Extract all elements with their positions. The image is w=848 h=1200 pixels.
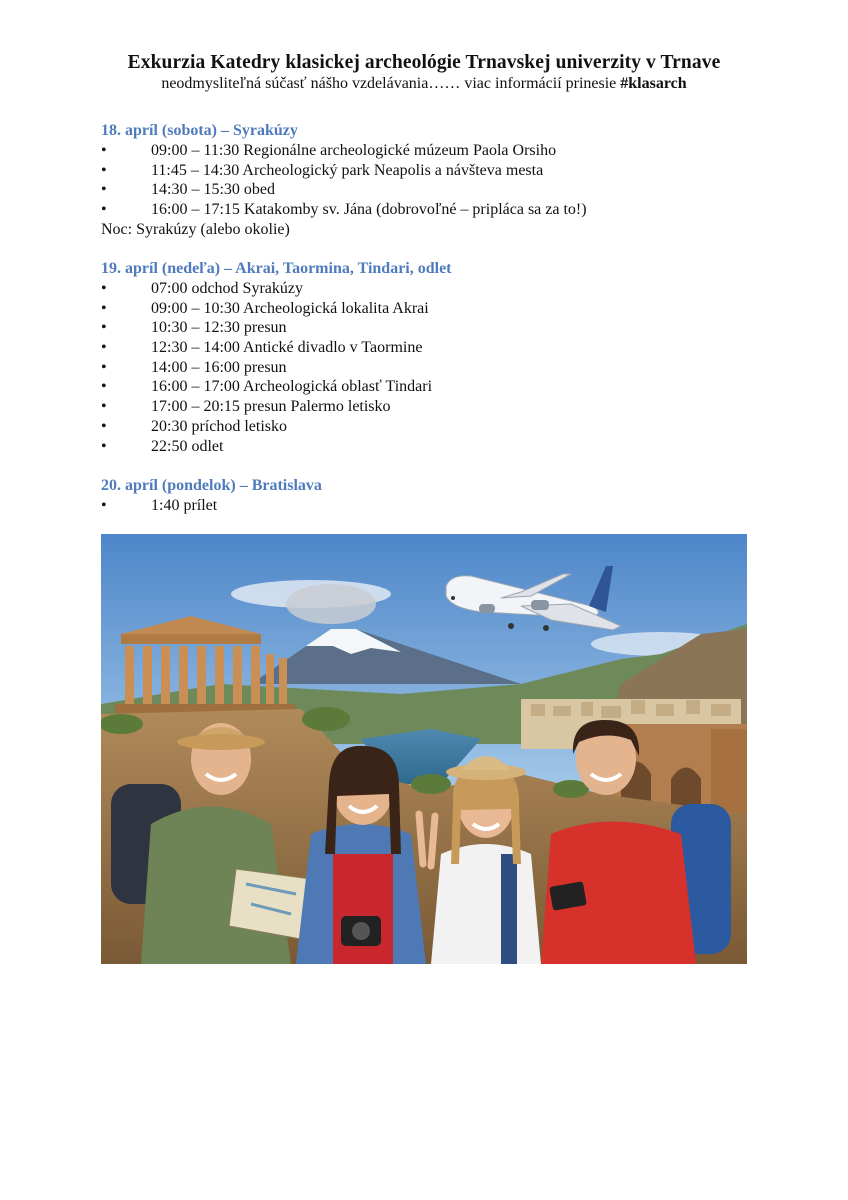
item-text: 11:45 – 14:30 Archeologický park Neapolis a návšteva mesta [151, 161, 544, 179]
list-item [101, 161, 761, 181]
bullet: • [101, 142, 107, 159]
list-item [101, 437, 761, 457]
item-text: 09:00 – 11:30 Regionálne archeologické múzeum Paola Orsiho [151, 142, 557, 159]
bullet: • [101, 319, 107, 337]
night-note: Noc: Syrakúzy (alebo okolie) [101, 220, 290, 238]
list-item [101, 377, 761, 397]
item-text: 14:00 – 16:00 presun [151, 358, 287, 376]
document-header [0, 52, 848, 94]
list-item [101, 318, 761, 338]
bullet: • [101, 398, 107, 416]
item-text: 17:00 – 20:15 presun Palermo letisko [151, 398, 391, 416]
excursion-photo [101, 534, 747, 964]
day-heading: 18. apríl (sobota) – Syrakúzy [101, 122, 298, 139]
item-text: 10:30 – 12:30 presun [151, 319, 287, 337]
bullet: • [101, 161, 107, 179]
list-item [101, 417, 761, 437]
bullet: • [101, 181, 107, 199]
list-item [101, 299, 761, 319]
item-text: 20:30 príchod letisko [151, 417, 287, 435]
item-text: 09:00 – 10:30 Archeologická lokalita Akrai [151, 299, 429, 317]
subtitle-text: neodmysliteľná súčasť nášho vzdelávania…… viac informácií prinesie [161, 75, 621, 92]
list-item [101, 496, 761, 516]
day-section-1 [101, 121, 761, 240]
item-text: 22:50 odlet [151, 437, 224, 455]
item-text: 07:00 odchod Syrakúzy [151, 280, 303, 297]
item-text: 14:30 – 15:30 obed [151, 181, 275, 199]
item-text: 12:30 – 14:00 Antické divadlo v Taormine [151, 339, 423, 357]
list-item [101, 397, 761, 417]
schedule-list [101, 141, 761, 220]
list-item [101, 338, 761, 358]
excursion-illustration [101, 534, 747, 964]
bullet: • [101, 378, 107, 396]
bullet: • [101, 497, 107, 514]
document-subtitle [0, 74, 848, 94]
day-section-3 [101, 476, 761, 516]
bullet: • [101, 280, 107, 297]
list-item [101, 200, 761, 220]
bullet: • [101, 417, 107, 435]
item-text: 16:00 – 17:15 Katakomby sv. Jána (dobrovoľné – pripláca sa za to!) [151, 201, 587, 219]
schedule-list [101, 279, 761, 456]
bullet: • [101, 437, 107, 455]
volcano-smoke [286, 584, 376, 624]
day-heading: 20. apríl (pondelok) – Bratislava [101, 477, 322, 494]
list-item [101, 279, 761, 299]
schedule-list [101, 496, 761, 516]
list-item [101, 141, 761, 161]
bullet: • [101, 358, 107, 376]
list-item [101, 180, 761, 200]
list-item [101, 358, 761, 378]
item-text: 1:40 prílet [151, 497, 218, 514]
bullet: • [101, 201, 107, 219]
day-heading: 19. apríl (nedeľa) – Akrai, Taormina, Tindari, odlet [101, 260, 452, 277]
bullet: • [101, 339, 107, 357]
document-title: Exkurzia Katedry klasickej archeológie Trnavskej univerzity v Trnave [127, 52, 721, 73]
day-section-2 [101, 259, 761, 456]
bullet: • [101, 299, 107, 317]
item-text: 16:00 – 17:00 Archeologická oblasť Tindari [151, 378, 433, 396]
hashtag: #klasarch [620, 75, 687, 92]
